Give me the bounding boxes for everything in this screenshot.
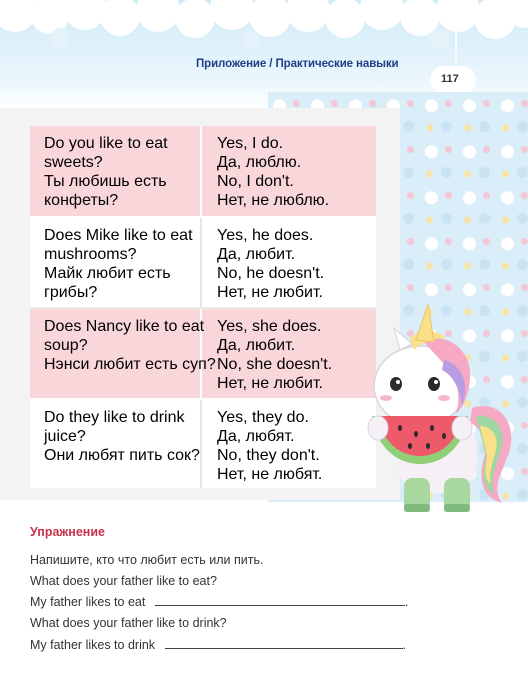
table-row (30, 218, 376, 309)
unicorn-illustration (352, 298, 522, 530)
question-cell: Does Mike like to eat mushrooms? Майк любит есть грибы? (44, 227, 193, 301)
table-row (30, 400, 376, 488)
exercise-instruction: Напишите, кто что любит есть или пить. (30, 553, 264, 567)
question-cell: Do you like to eat sweets? Ты любишь есть конфеты? (44, 135, 168, 209)
answer-cell: Yes, I do. Да, люблю. No, I don't. Нет, не люблю. (217, 135, 330, 209)
table-row (30, 126, 376, 218)
answer-cell: Yes, they do. Да, любят. No, they don't. Нет, не любят. (217, 409, 323, 483)
question-cell: Does Nancy like to eat soup? Нэнси любит есть суп? (44, 318, 216, 373)
exercise-title: Упражнение (30, 525, 105, 539)
exercise-answer-1: My father likes to eat . (30, 595, 409, 609)
answer-cell: Yes, he does. Да, любит. No, he doesn't. Нет, не любит. (217, 227, 325, 301)
question-cell: Do they like to drink juice? Они любят пить сок? (44, 409, 200, 464)
answer-2-blank[interactable] (165, 647, 403, 649)
page-header: Приложение / Практические навыки (196, 58, 399, 70)
exercise-question-1: What does your father like to eat? (30, 574, 217, 588)
exercise-answer-2: My father likes to drink . (30, 638, 407, 652)
table-row (30, 309, 376, 400)
answer-1-blank[interactable] (155, 604, 405, 606)
answer-cell: Yes, she does. Да, любит. No, she doesn't. Нет, не любит. (217, 318, 333, 392)
exercise-question-2: What does your father like to drink? (30, 616, 227, 630)
page-number: 117 (441, 73, 459, 85)
